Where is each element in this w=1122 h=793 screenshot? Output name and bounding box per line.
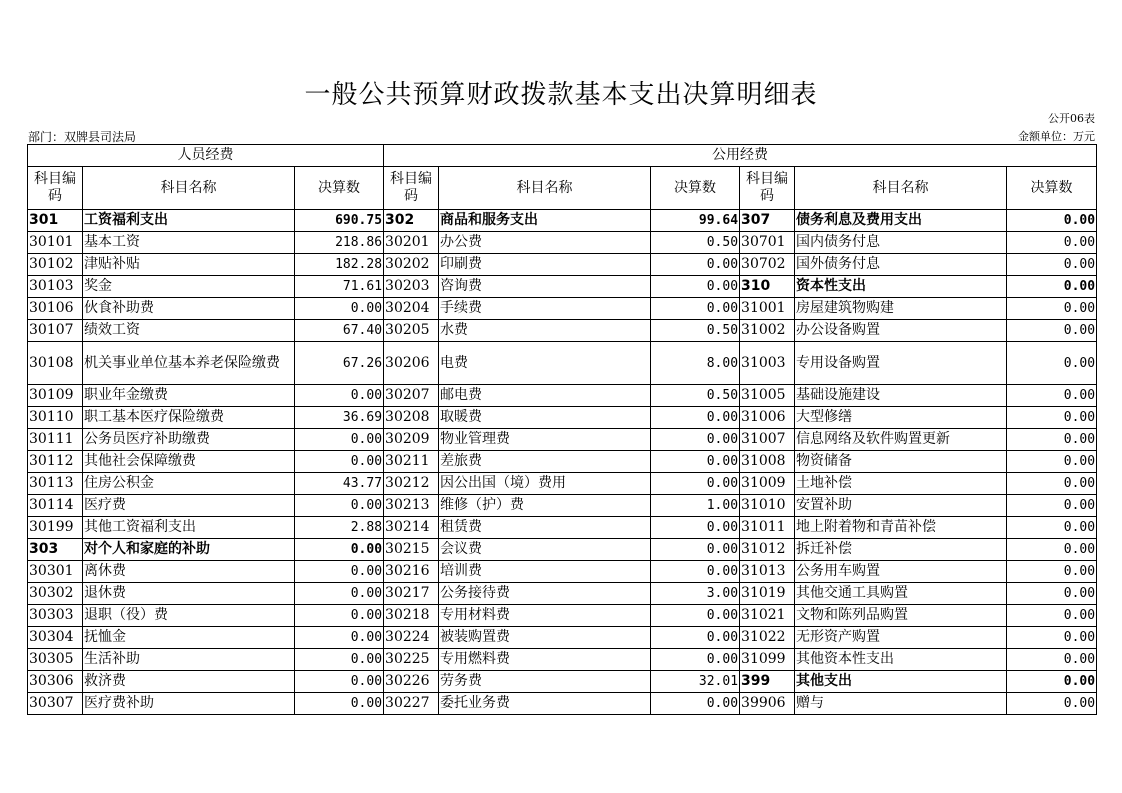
cell-name: 物业管理费 <box>439 429 651 451</box>
col-header-name: 科目名称 <box>795 167 1007 210</box>
page-title: 一般公共预算财政拨款基本支出决算明细表 <box>304 80 818 110</box>
cell-code: 31022 <box>740 627 795 649</box>
table-row <box>28 276 1097 298</box>
cell-code: 30225 <box>384 649 439 671</box>
cell-name: 土地补偿 <box>795 473 1007 495</box>
table-row <box>28 210 1097 232</box>
cell-amount: 67.26 <box>295 342 384 385</box>
cell-code: 30306 <box>28 671 83 693</box>
cell-amount: 0.00 <box>295 495 384 517</box>
cell-code: 30107 <box>28 320 83 342</box>
cell-amount: 0.00 <box>651 561 740 583</box>
cell-amount: 0.00 <box>1007 210 1097 232</box>
cell-code: 30209 <box>384 429 439 451</box>
cell-amount: 32.01 <box>651 671 740 693</box>
cell-amount: 0.00 <box>1007 276 1097 298</box>
cell-name: 培训费 <box>439 561 651 583</box>
col-header-code: 科目编码 <box>384 167 439 210</box>
cell-name: 因公出国（境）费用 <box>439 473 651 495</box>
cell-code: 30307 <box>28 693 83 715</box>
cell-amount: 0.00 <box>295 649 384 671</box>
col-header-amount: 决算数 <box>295 167 384 210</box>
cell-amount: 0.00 <box>1007 649 1097 671</box>
cell-name: 医疗费补助 <box>83 693 295 715</box>
cell-code: 30207 <box>384 385 439 407</box>
cell-code: 31005 <box>740 385 795 407</box>
cell-amount: 0.00 <box>1007 671 1097 693</box>
cell-name: 印刷费 <box>439 254 651 276</box>
cell-code: 31019 <box>740 583 795 605</box>
cell-code: 30101 <box>28 232 83 254</box>
cell-name: 工资福利支出 <box>83 210 295 232</box>
cell-name: 国内债务付息 <box>795 232 1007 254</box>
cell-name: 退职（役）费 <box>83 605 295 627</box>
cell-amount: 0.00 <box>295 451 384 473</box>
cell-name: 奖金 <box>83 276 295 298</box>
cell-name: 拆迁补偿 <box>795 539 1007 561</box>
col-header-amount: 决算数 <box>651 167 740 210</box>
cell-code: 30113 <box>28 473 83 495</box>
cell-amount: 0.00 <box>651 276 740 298</box>
cell-code: 30201 <box>384 232 439 254</box>
cell-amount: 0.00 <box>1007 473 1097 495</box>
table-row <box>28 495 1097 517</box>
cell-name: 其他交通工具购置 <box>795 583 1007 605</box>
cell-amount: 0.00 <box>1007 517 1097 539</box>
cell-amount: 0.00 <box>651 298 740 320</box>
cell-amount: 0.00 <box>1007 495 1097 517</box>
cell-amount: 0.50 <box>651 320 740 342</box>
cell-amount: 0.00 <box>295 385 384 407</box>
cell-amount: 218.86 <box>295 232 384 254</box>
cell-name: 退休费 <box>83 583 295 605</box>
cell-amount: 8.00 <box>651 342 740 385</box>
cell-name: 电费 <box>439 342 651 385</box>
cell-name: 取暖费 <box>439 407 651 429</box>
cell-code: 301 <box>28 210 83 232</box>
cell-name: 津贴补贴 <box>83 254 295 276</box>
table-row <box>28 627 1097 649</box>
cell-name: 办公设备购置 <box>795 320 1007 342</box>
table-row <box>28 671 1097 693</box>
cell-code: 30206 <box>384 342 439 385</box>
cell-name: 专用设备购置 <box>795 342 1007 385</box>
cell-name: 其他资本性支出 <box>795 649 1007 671</box>
cell-name: 机关事业单位基本养老保险缴费 <box>83 342 295 385</box>
cell-name: 差旅费 <box>439 451 651 473</box>
cell-code: 31009 <box>740 473 795 495</box>
cell-name: 房屋建筑物购建 <box>795 298 1007 320</box>
group-header-public: 公用经费 <box>384 145 1097 167</box>
col-header-amount: 决算数 <box>1007 167 1097 210</box>
cell-code: 30199 <box>28 517 83 539</box>
cell-amount: 0.50 <box>651 232 740 254</box>
cell-code: 30102 <box>28 254 83 276</box>
cell-amount: 0.00 <box>295 693 384 715</box>
cell-code: 31011 <box>740 517 795 539</box>
cell-code: 31003 <box>740 342 795 385</box>
cell-amount: 0.00 <box>651 429 740 451</box>
cell-code: 307 <box>740 210 795 232</box>
cell-code: 30208 <box>384 407 439 429</box>
cell-amount: 0.00 <box>295 671 384 693</box>
cell-name: 物资储备 <box>795 451 1007 473</box>
cell-amount: 0.00 <box>651 649 740 671</box>
cell-code: 30227 <box>384 693 439 715</box>
cell-code: 30203 <box>384 276 439 298</box>
cell-name: 无形资产购置 <box>795 627 1007 649</box>
cell-name: 生活补助 <box>83 649 295 671</box>
cell-amount: 1.00 <box>651 495 740 517</box>
cell-code: 30114 <box>28 495 83 517</box>
cell-amount: 0.00 <box>1007 298 1097 320</box>
cell-code: 31001 <box>740 298 795 320</box>
cell-code: 30110 <box>28 407 83 429</box>
table-row <box>28 451 1097 473</box>
cell-code: 31007 <box>740 429 795 451</box>
cell-name: 职业年金缴费 <box>83 385 295 407</box>
cell-code: 39906 <box>740 693 795 715</box>
cell-code: 31002 <box>740 320 795 342</box>
cell-name: 其他工资福利支出 <box>83 517 295 539</box>
cell-name: 办公费 <box>439 232 651 254</box>
cell-amount: 690.75 <box>295 210 384 232</box>
cell-name: 水费 <box>439 320 651 342</box>
cell-name: 其他支出 <box>795 671 1007 693</box>
col-header-name: 科目名称 <box>439 167 651 210</box>
cell-code: 310 <box>740 276 795 298</box>
cell-name: 债务利息及费用支出 <box>795 210 1007 232</box>
table-row <box>28 561 1097 583</box>
cell-code: 30701 <box>740 232 795 254</box>
cell-amount: 0.00 <box>1007 605 1097 627</box>
cell-amount: 0.00 <box>651 539 740 561</box>
cell-amount: 182.28 <box>295 254 384 276</box>
cell-name: 医疗费 <box>83 495 295 517</box>
table-row <box>28 232 1097 254</box>
cell-name: 救济费 <box>83 671 295 693</box>
cell-amount: 67.40 <box>295 320 384 342</box>
table-row <box>28 429 1097 451</box>
cell-code: 30211 <box>384 451 439 473</box>
cell-code: 30213 <box>384 495 439 517</box>
table-row <box>28 254 1097 276</box>
cell-code: 31006 <box>740 407 795 429</box>
table-row <box>28 539 1097 561</box>
cell-name: 抚恤金 <box>83 627 295 649</box>
table-row <box>28 385 1097 407</box>
table-row <box>28 342 1097 385</box>
cell-amount: 0.00 <box>651 407 740 429</box>
cell-name: 对个人和家庭的补助 <box>83 539 295 561</box>
cell-code: 31012 <box>740 539 795 561</box>
cell-code: 30303 <box>28 605 83 627</box>
cell-code: 302 <box>384 210 439 232</box>
cell-name: 地上附着物和青苗补偿 <box>795 517 1007 539</box>
cell-amount: 0.00 <box>651 517 740 539</box>
cell-amount: 3.00 <box>651 583 740 605</box>
table-row <box>28 693 1097 715</box>
col-header-code: 科目编码 <box>740 167 795 210</box>
cell-amount: 2.88 <box>295 517 384 539</box>
cell-name: 其他社会保障缴费 <box>83 451 295 473</box>
cell-name: 赠与 <box>795 693 1007 715</box>
cell-code: 30109 <box>28 385 83 407</box>
cell-name: 邮电费 <box>439 385 651 407</box>
table-row <box>28 473 1097 495</box>
cell-code: 31013 <box>740 561 795 583</box>
cell-name: 被装购置费 <box>439 627 651 649</box>
cell-name: 公务用车购置 <box>795 561 1007 583</box>
department-label: 部门：双牌县司法局 <box>28 130 137 144</box>
cell-code: 31099 <box>740 649 795 671</box>
cell-code: 30216 <box>384 561 439 583</box>
cell-amount: 0.00 <box>1007 451 1097 473</box>
cell-name: 住房公积金 <box>83 473 295 495</box>
cell-name: 国外债务付息 <box>795 254 1007 276</box>
cell-code: 30112 <box>28 451 83 473</box>
cell-amount: 0.00 <box>1007 561 1097 583</box>
cell-name: 租赁费 <box>439 517 651 539</box>
cell-name: 职工基本医疗保险缴费 <box>83 407 295 429</box>
cell-code: 30214 <box>384 517 439 539</box>
cell-code: 30205 <box>384 320 439 342</box>
cell-code: 31021 <box>740 605 795 627</box>
cell-amount: 0.00 <box>1007 539 1097 561</box>
cell-code: 30226 <box>384 671 439 693</box>
cell-code: 30217 <box>384 583 439 605</box>
cell-amount: 0.00 <box>295 605 384 627</box>
cell-amount: 0.00 <box>295 298 384 320</box>
cell-name: 绩效工资 <box>83 320 295 342</box>
cell-name: 大型修缮 <box>795 407 1007 429</box>
cell-amount: 0.00 <box>651 693 740 715</box>
cell-amount: 0.00 <box>651 605 740 627</box>
cell-amount: 43.77 <box>295 473 384 495</box>
cell-amount: 0.00 <box>295 429 384 451</box>
cell-code: 399 <box>740 671 795 693</box>
cell-amount: 0.00 <box>295 627 384 649</box>
cell-amount: 0.00 <box>1007 342 1097 385</box>
cell-name: 公务接待费 <box>439 583 651 605</box>
cell-amount: 0.00 <box>651 473 740 495</box>
cell-name: 文物和陈列品购置 <box>795 605 1007 627</box>
amount-unit-label: 金额单位：万元 <box>1018 130 1095 143</box>
cell-amount: 71.61 <box>295 276 384 298</box>
cell-name: 专用材料费 <box>439 605 651 627</box>
form-number: 公开06表 <box>1048 112 1095 125</box>
cell-name: 离休费 <box>83 561 295 583</box>
cell-code: 30224 <box>384 627 439 649</box>
cell-name: 安置补助 <box>795 495 1007 517</box>
cell-amount: 0.00 <box>295 561 384 583</box>
table-row <box>28 298 1097 320</box>
cell-name: 委托业务费 <box>439 693 651 715</box>
cell-code: 30301 <box>28 561 83 583</box>
cell-code: 30204 <box>384 298 439 320</box>
cell-amount: 0.00 <box>295 583 384 605</box>
table-row <box>28 407 1097 429</box>
cell-code: 30103 <box>28 276 83 298</box>
cell-amount: 0.00 <box>651 627 740 649</box>
cell-code: 30702 <box>740 254 795 276</box>
cell-code: 30215 <box>384 539 439 561</box>
expenditure-table-wrapper <box>27 144 1097 715</box>
cell-name: 专用燃料费 <box>439 649 651 671</box>
cell-name: 基础设施建设 <box>795 385 1007 407</box>
cell-amount: 99.64 <box>651 210 740 232</box>
cell-code: 30202 <box>384 254 439 276</box>
cell-name: 基本工资 <box>83 232 295 254</box>
cell-amount: 0.00 <box>1007 232 1097 254</box>
cell-name: 伙食补助费 <box>83 298 295 320</box>
cell-amount: 36.69 <box>295 407 384 429</box>
cell-amount: 0.00 <box>651 254 740 276</box>
cell-code: 30302 <box>28 583 83 605</box>
cell-amount: 0.50 <box>651 385 740 407</box>
cell-name: 维修（护）费 <box>439 495 651 517</box>
cell-amount: 0.00 <box>651 451 740 473</box>
cell-amount: 0.00 <box>1007 320 1097 342</box>
cell-name: 咨询费 <box>439 276 651 298</box>
cell-code: 31010 <box>740 495 795 517</box>
cell-name: 会议费 <box>439 539 651 561</box>
cell-amount: 0.00 <box>1007 407 1097 429</box>
cell-code: 303 <box>28 539 83 561</box>
cell-amount: 0.00 <box>295 539 384 561</box>
cell-code: 30111 <box>28 429 83 451</box>
cell-name: 公务员医疗补助缴费 <box>83 429 295 451</box>
cell-name: 手续费 <box>439 298 651 320</box>
group-header-personnel: 人员经费 <box>28 145 384 167</box>
col-header-name: 科目名称 <box>83 167 295 210</box>
cell-name: 劳务费 <box>439 671 651 693</box>
table-row <box>28 517 1097 539</box>
cell-amount: 0.00 <box>1007 627 1097 649</box>
cell-amount: 0.00 <box>1007 429 1097 451</box>
table-row <box>28 649 1097 671</box>
cell-amount: 0.00 <box>1007 583 1097 605</box>
cell-amount: 0.00 <box>1007 385 1097 407</box>
cell-code: 30108 <box>28 342 83 385</box>
cell-code: 30212 <box>384 473 439 495</box>
cell-code: 30305 <box>28 649 83 671</box>
cell-name: 商品和服务支出 <box>439 210 651 232</box>
col-header-code: 科目编码 <box>28 167 83 210</box>
cell-code: 30304 <box>28 627 83 649</box>
cell-name: 信息网络及软件购置更新 <box>795 429 1007 451</box>
table-row <box>28 605 1097 627</box>
cell-code: 30106 <box>28 298 83 320</box>
cell-amount: 0.00 <box>1007 254 1097 276</box>
table-row <box>28 583 1097 605</box>
cell-code: 31008 <box>740 451 795 473</box>
cell-name: 资本性支出 <box>795 276 1007 298</box>
table-row <box>28 320 1097 342</box>
cell-code: 30218 <box>384 605 439 627</box>
expenditure-table <box>27 144 1097 715</box>
cell-amount: 0.00 <box>1007 693 1097 715</box>
